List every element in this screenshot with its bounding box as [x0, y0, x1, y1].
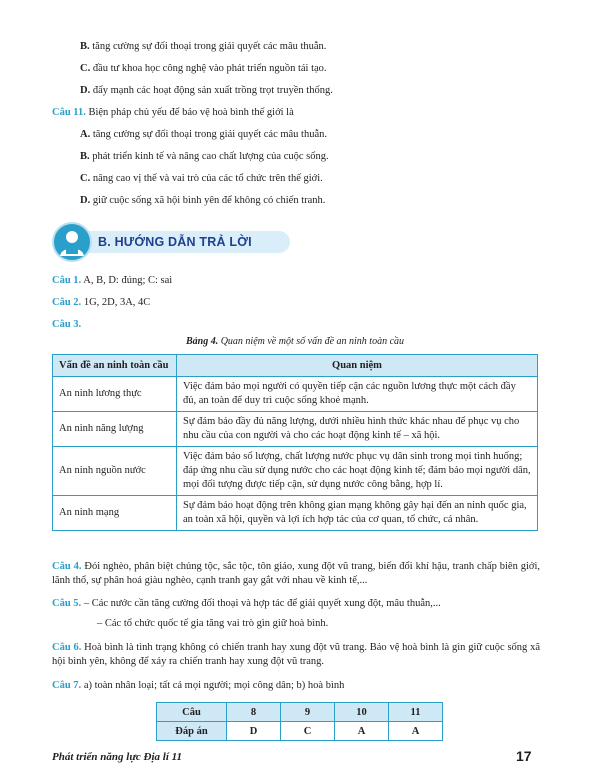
answer-4: Câu 4. Đói nghèo, phân biệt chủng tộc, sắc tộc, tôn giáo, xung đột vũ trang, biến đổi khí hậu, tranh chấp biên giới, lãnh thổ, sự phân hoá giàu nghèo, cạnh tranh gay gắt với nhau về kinh tế,... [52, 561, 540, 586]
question-number: 11 [389, 703, 443, 722]
answer-7: Câu 7. a) toàn nhân loại; tất cả mọi người; mọi công dân; b) hoà bình [52, 680, 345, 691]
question-number: 8 [227, 703, 281, 722]
answer-5-line-2: – Các tổ chức quốc tế gia tăng vai trò gìn giữ hoà bình. [97, 618, 329, 629]
issue-cell: An ninh lương thực [53, 377, 177, 412]
answer-2: Câu 2. 1G, 2D, 3A, 4C [52, 297, 151, 308]
section-banner [52, 222, 290, 262]
table-row [53, 377, 538, 412]
table-row [53, 447, 538, 496]
section-title: B. HƯỚNG DẪN TRẢ LỜI [98, 235, 252, 249]
answer-letter: D [227, 722, 281, 741]
answer-table [156, 702, 443, 741]
concept-cell: Việc đảm bảo số lượng, chất lượng nước phục vụ dân sinh trong mọi tình huống; đáp ứng nhu cầu sử dụng nước cho các hoạt động kinh tế; đảm bảo mọi người dân, mọi đối tượng được tiếp cận, sử dụng nước công bằng, hợp lí. [177, 447, 538, 496]
table-row [53, 496, 538, 531]
row-label-answer: Đáp án [157, 722, 227, 741]
answer-6: Câu 6. Hoà bình là tình trạng không có chiến tranh hay xung đột vũ trang. Bảo vệ hoà bình là gìn giữ cuộc sống xã hội bình yên, không để xảy ra chiến tranh hay xung đột vũ trang. [52, 642, 541, 667]
answer-letter: A [335, 722, 389, 741]
concept-cell: Sự đảm bảo đầy đủ năng lượng, dưới nhiều hình thức khác nhau để phục vụ cho nhu cầu của con người và cho các hoạt động kinh tế – xã hội. [177, 412, 538, 447]
header-concept: Quan niệm [177, 355, 538, 377]
issue-cell: An ninh nguồn nước [53, 447, 177, 496]
question-number: 10 [335, 703, 389, 722]
answer-3: Câu 3. [52, 319, 82, 330]
q11-option-c: C. nâng cao vị thế và vai trò của các tổ chức trên thế giới. [80, 173, 323, 184]
option-b: B. tăng cường sự đối thoại trong giải quyết các mâu thuẫn. [80, 41, 327, 52]
q11-option-b: B. phát triển kinh tế và nâng cao chất lượng của cuộc sống. [80, 151, 329, 162]
security-table [52, 354, 538, 531]
option-c: C. đầu tư khoa học công nghệ vào phát triển nguồn tái tạo. [80, 63, 327, 74]
answer-5: Câu 5. – Các nước cần tăng cường đối thoại và hợp tác để giải quyết xung đột, mâu thuẫn,... [52, 598, 441, 609]
row-label-question: Câu [157, 703, 227, 722]
issue-cell: An ninh năng lượng [53, 412, 177, 447]
issue-cell: An ninh mạng [53, 496, 177, 531]
concept-cell: Sự đảm bảo hoạt động trên không gian mạng không gây hại đến an ninh quốc gia, an toàn xã hội, quyền và lợi ích hợp tác của cơ quan, tổ chức, cá nhân. [177, 496, 538, 531]
table-caption: Bảng 4. Quan niệm về một số vấn đề an ninh toàn cầu [185, 336, 405, 347]
q11-option-d: D. giữ cuộc sống xã hội bình yên để không có chiến tranh. [80, 195, 326, 206]
concept-cell: Việc đảm bảo mọi người có quyền tiếp cận các nguồn lương thực một cách đầy đủ, an toàn để duy trì cuộc sống khoẻ mạnh. [177, 377, 538, 412]
answer-table-row [157, 703, 443, 722]
footer-book-title: Phát triển năng lực Địa lí 11 [52, 751, 183, 763]
answer-letter: C [281, 722, 335, 741]
table-header-row [53, 355, 538, 377]
teacher-icon [52, 222, 92, 262]
answer-table-row [157, 722, 443, 741]
option-d: D. đẩy mạnh các hoạt động sản xuất trồng trọt truyền thống. [80, 85, 333, 96]
header-issue: Vấn đề an ninh toàn cầu [53, 355, 177, 377]
table-row [53, 412, 538, 447]
page-number: 17 [516, 748, 532, 764]
question-number: 9 [281, 703, 335, 722]
answer-letter: A [389, 722, 443, 741]
question-11: Câu 11. Biện pháp chủ yếu để bảo vệ hoà bình thế giới là [52, 107, 294, 118]
q11-option-a: A. tăng cường sự đối thoại trong giải quyết các mâu thuẫn. [80, 129, 328, 140]
answer-1: Câu 1. A, B, D: đúng; C: sai [52, 275, 173, 286]
